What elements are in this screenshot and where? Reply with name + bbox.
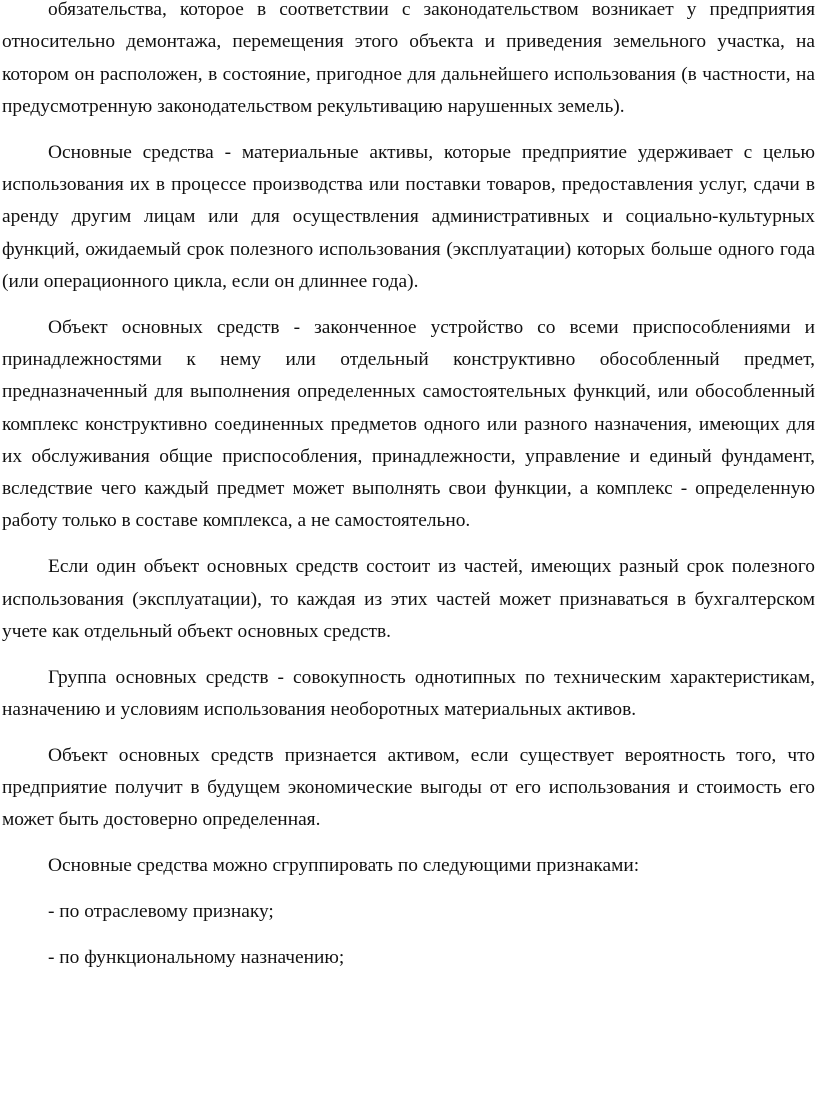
- list-item-industry: - по отраслевому признаку;: [48, 900, 274, 922]
- paragraph-asset-parts: Если один объект основных средств состоит из частей, имеющих разный срок полезного использования (эксплуатации), то каждая из этих частей может признаваться в бухгалтерском учете как отдельный объект основных средств.: [2, 556, 815, 642]
- list-item-function: - по функциональному назначению;: [48, 946, 345, 968]
- paragraph-continuation: обязательства, которое в соответствии с законодательством возникает у предприятия относительно демонтажа, перемещения этого объекта и приведения земельного участка, на котором он расположен, в состояние, пригодное для дальнейшего использования (в частности, на предусмотренную законодательством рекультивацию нарушенных земель).: [2, 0, 815, 117]
- paragraph-asset-group: Группа основных средств - совокупность однотипных по техническим характеристикам, назначению и условиям использования необоротных материальных активов.: [2, 666, 815, 720]
- paragraph-asset-recognition: Объект основных средств признается активом, если существует вероятность того, что предприятие получит в будущем экономические выгоды от его использования и стоимость его может быть достоверно определенная.: [2, 744, 815, 831]
- paragraph-grouping-intro: Основные средства можно сгруппировать по следующими признаками:: [48, 855, 640, 877]
- paragraph-fixed-asset-object: Объект основных средств - законченное устройство со всеми приспособлениями и принадлежностями к нему или отдельный конструктивно обособленный предмет, предназначенный для выполнения определенных самостоятельных функций, или обособленный комплекс конструктивно соединенных предметов одного или разного назначения, имеющих для их обслуживания общие приспособления, принадлежности, управление и единый фундамент, вследствие чего каждый предмет может выполнять свои функции, а комплекс - определенную работу только в составе комплекса, а не самостоятельно.: [2, 316, 815, 532]
- paragraph-fixed-assets-definition: Основные средства - материальные активы, которые предприятие удерживает с целью использования их в процессе производства или поставки товаров, предоставления услуг, сдачи в аренду другим лицам или для осуществления административных и социально-культурных функций, ожидаемый срок полезного использования (эксплуатации) которых больше одного года (или операционного цикла, если он длиннее года).: [2, 141, 815, 292]
